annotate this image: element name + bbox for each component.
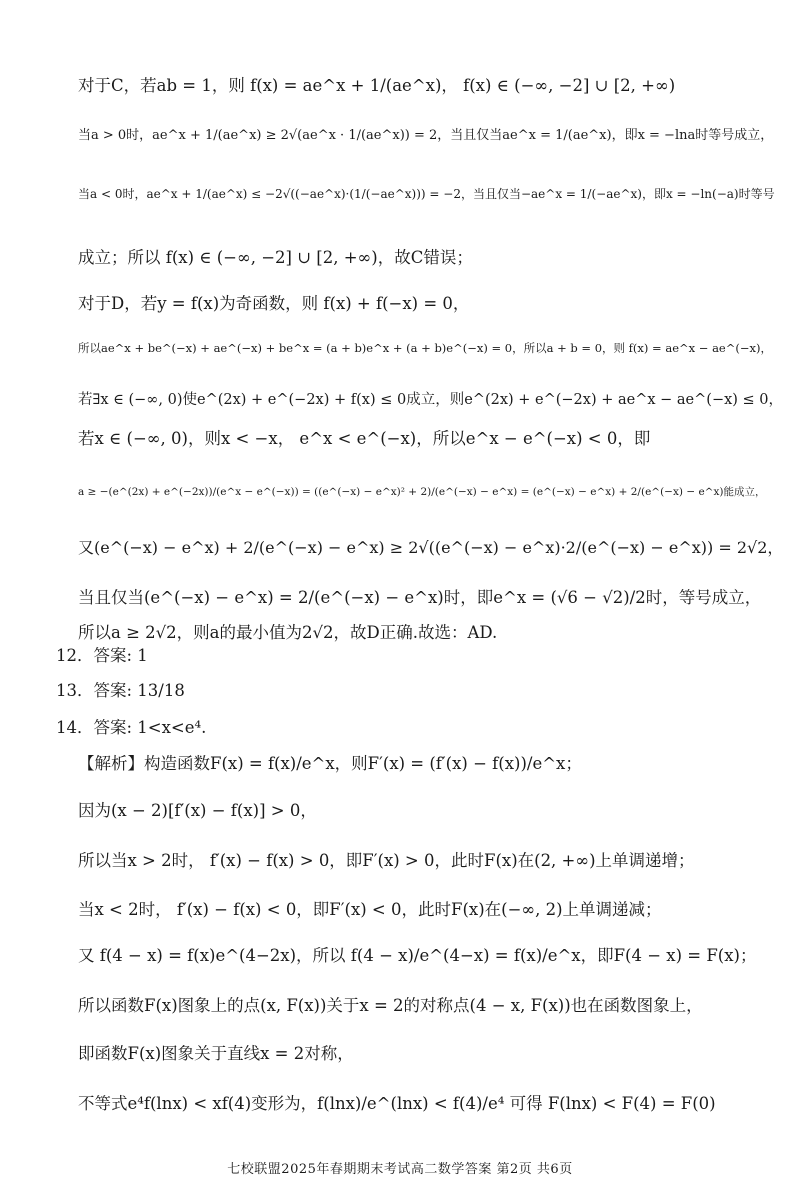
line-1: 当a > 0时，ae^x + 1/(ae^x) ≥ 2√(ae^x · 1/(ae^x)) = 2，当且仅当ae^x = 1/(ae^x)，即x = −lna时等号成立， bbox=[78, 128, 774, 143]
line-10: 当且仅当(e^(−x) − e^x) = 2/(e^(−x) − e^x)时，即e^x = (√6 − √2)/2时，等号成立， bbox=[78, 588, 762, 607]
line-9: 又(e^(−x) − e^x) + 2/(e^(−x) − e^x) ≥ 2√((e^(−x) − e^x)·2/(e^(−x) − e^x)) = 2√2， bbox=[78, 538, 784, 557]
line-13: 13．答案: 13/18 bbox=[56, 681, 185, 700]
line-14: 14．答案: 1<x<e⁴. bbox=[56, 718, 207, 737]
line-18: 当x < 2时， f′(x) − f(x) < 0，即F′(x) < 0，此时F(x)在(−∞, 2)上单调递减； bbox=[78, 900, 662, 919]
line-2: 当a < 0时，ae^x + 1/(ae^x) ≤ −2√((−ae^x)·(1/(−ae^x))) = −2，当且仅当−ae^x = 1/(−ae^x)，即x = −ln(−a)时等号 bbox=[78, 187, 775, 201]
line-17: 所以当x > 2时， f′(x) − f(x) > 0，即F′(x) > 0，此时F(x)在(2, +∞)上单调递增； bbox=[78, 851, 695, 870]
line-4: 对于D，若y = f(x)为奇函数，则 f(x) + f(−x) = 0， bbox=[78, 294, 470, 313]
line-12: 12．答案: 1 bbox=[56, 646, 148, 665]
line-15: 【解析】构造函数F(x) = f(x)/e^x，则F′(x) = (f′(x) − f(x))/e^x； bbox=[78, 754, 582, 773]
line-20: 所以函数F(x)图象上的点(x, F(x))关于x = 2的对称点(4 − x, F(x))也在函数图象上， bbox=[78, 996, 703, 1015]
line-19: 又 f(4 − x) = f(x)e^(4−2x)，所以 f(4 − x)/e^(4−x) = f(x)/e^x，即F(4 − x) = F(x)； bbox=[78, 946, 757, 965]
line-8: a ≥ −(e^(2x) + e^(−2x))/(e^x − e^(−x)) = ((e^(−x) − e^x)² + 2)/(e^(−x) − e^x) = (e^(−x) − e^x) + 2/(e^(−x) − e^x)能成立， bbox=[78, 486, 766, 498]
line-22: 不等式e⁴f(lnx) < xf(4)变形为，f(lnx)/e^(lnx) < f(4)/e⁴ 可得 F(lnx) < F(4) = F(0) bbox=[78, 1094, 716, 1113]
line-0: 对于C，若ab = 1，则 f(x) = ae^x + 1/(ae^x)， f(x) ∈ (−∞, −2] ∪ [2, +∞) bbox=[78, 76, 676, 95]
line-7: 若x ∈ (−∞, 0)，则x < −x， e^x < e^(−x)，所以e^x − e^(−x) < 0，即 bbox=[78, 429, 651, 448]
page-footer: 七校联盟2025年春期期末考试高二数学答案 第2页 共6页 bbox=[227, 1162, 573, 1177]
line-16: 因为(x − 2)[f′(x) − f(x)] > 0， bbox=[78, 801, 317, 820]
line-3: 成立；所以 f(x) ∈ (−∞, −2] ∪ [2, +∞)，故C错误； bbox=[78, 248, 473, 267]
line-5: 所以ae^x + be^(−x) + ae^(−x) + be^x = (a + b)e^x + (a + b)e^(−x) = 0，所以a + b = 0，则 f(x) = ae^x − ae^(−x)， bbox=[78, 341, 772, 355]
line-6: 若∃x ∈ (−∞, 0)使e^(2x) + e^(−2x) + f(x) ≤ 0成立，则e^(2x) + e^(−2x) + ae^x − ae^(−x) ≤ 0， bbox=[78, 392, 784, 408]
line-21: 即函数F(x)图象关于直线x = 2对称， bbox=[78, 1044, 354, 1063]
line-11: 所以a ≥ 2√2，则a的最小值为2√2，故D正确.故选：AD. bbox=[78, 623, 498, 642]
